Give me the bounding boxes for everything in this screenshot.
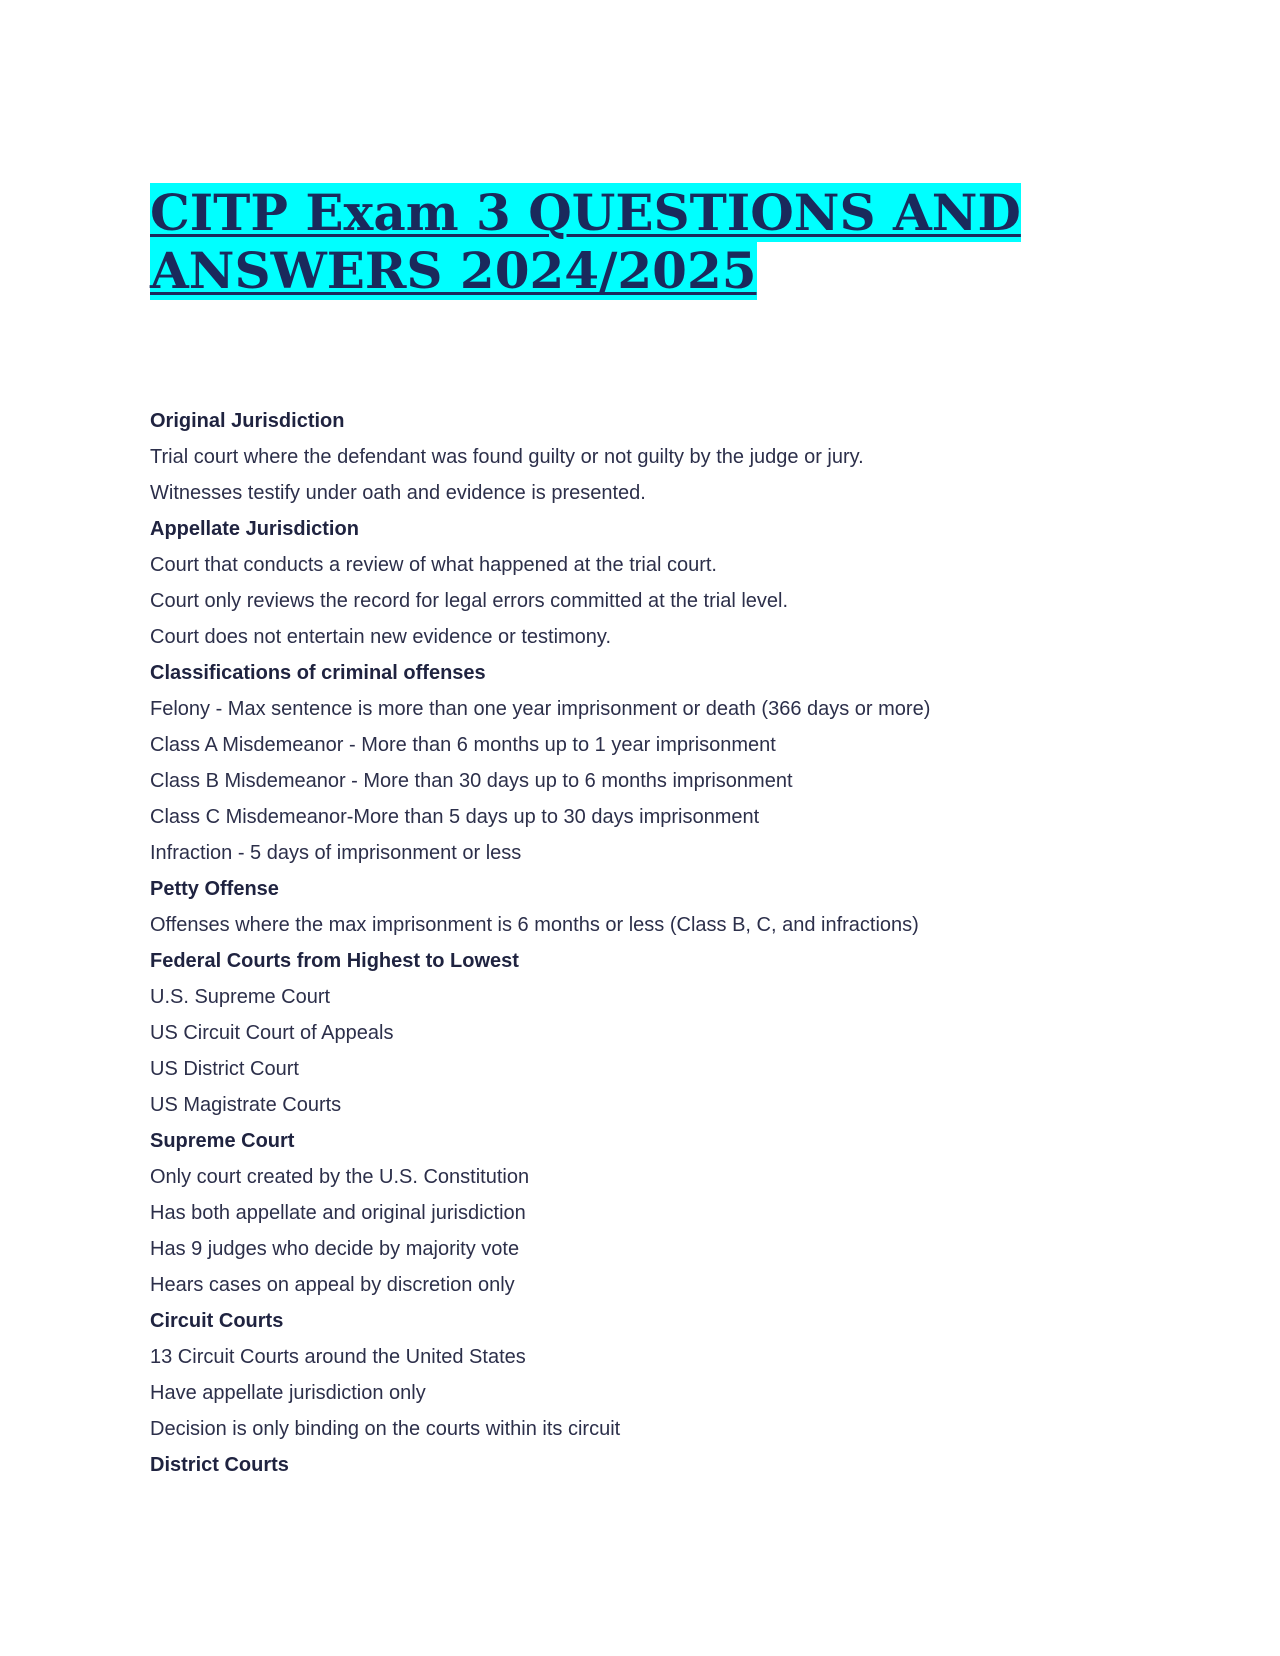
section-heading: District Courts xyxy=(150,1454,289,1476)
section-line: Class C Misdemeanor-More than 5 days up to 30 days imprisonment xyxy=(150,806,760,828)
document-title-text: CITP Exam 3 QUESTIONS AND ANSWERS 2024/2025 xyxy=(150,183,1021,300)
section-heading: Supreme Court xyxy=(150,1130,295,1152)
document-title xyxy=(150,184,1050,300)
section-line: 13 Circuit Courts around the United States xyxy=(150,1346,526,1368)
section-line: Court does not entertain new evidence or testimony. xyxy=(150,626,611,648)
section-line: Has 9 judges who decide by majority vote xyxy=(150,1238,520,1260)
section-line: US Magistrate Courts xyxy=(150,1094,342,1116)
section-line: US Circuit Court of Appeals xyxy=(150,1022,394,1044)
section-line: Felony - Max sentence is more than one year imprisonment or death (366 days or more) xyxy=(150,698,931,720)
section-heading: Federal Courts from Highest to Lowest xyxy=(150,950,519,972)
section-line: Hears cases on appeal by discretion only xyxy=(150,1274,515,1296)
section-line: Have appellate jurisdiction only xyxy=(150,1382,426,1404)
document-body xyxy=(150,403,1210,1483)
section-heading: Classifications of criminal offenses xyxy=(150,662,486,684)
section-heading: Appellate Jurisdiction xyxy=(150,518,359,540)
section-line: Class A Misdemeanor - More than 6 months up to 1 year imprisonment xyxy=(150,734,776,756)
section-line: Witnesses testify under oath and evidence is presented. xyxy=(150,482,646,504)
section-line: U.S. Supreme Court xyxy=(150,986,331,1008)
section-heading: Original Jurisdiction xyxy=(150,410,345,432)
section-line: Class B Misdemeanor - More than 30 days up to 6 months imprisonment xyxy=(150,770,793,792)
section-line: Has both appellate and original jurisdiction xyxy=(150,1202,526,1224)
section-line: Only court created by the U.S. Constitution xyxy=(150,1166,530,1188)
section-line: Court that conducts a review of what happened at the trial court. xyxy=(150,554,717,576)
section-line: Trial court where the defendant was found guilty or not guilty by the judge or jury. xyxy=(150,446,864,468)
section-line: Decision is only binding on the courts within its circuit xyxy=(150,1418,621,1440)
section-line: Court only reviews the record for legal errors committed at the trial level. xyxy=(150,590,789,612)
section-line: Infraction - 5 days of imprisonment or less xyxy=(150,842,522,864)
section-line: Offenses where the max imprisonment is 6 months or less (Class B, C, and infractions) xyxy=(150,914,919,936)
section-line: US District Court xyxy=(150,1058,299,1080)
section-heading: Petty Offense xyxy=(150,878,279,900)
section-heading: Circuit Courts xyxy=(150,1310,284,1332)
